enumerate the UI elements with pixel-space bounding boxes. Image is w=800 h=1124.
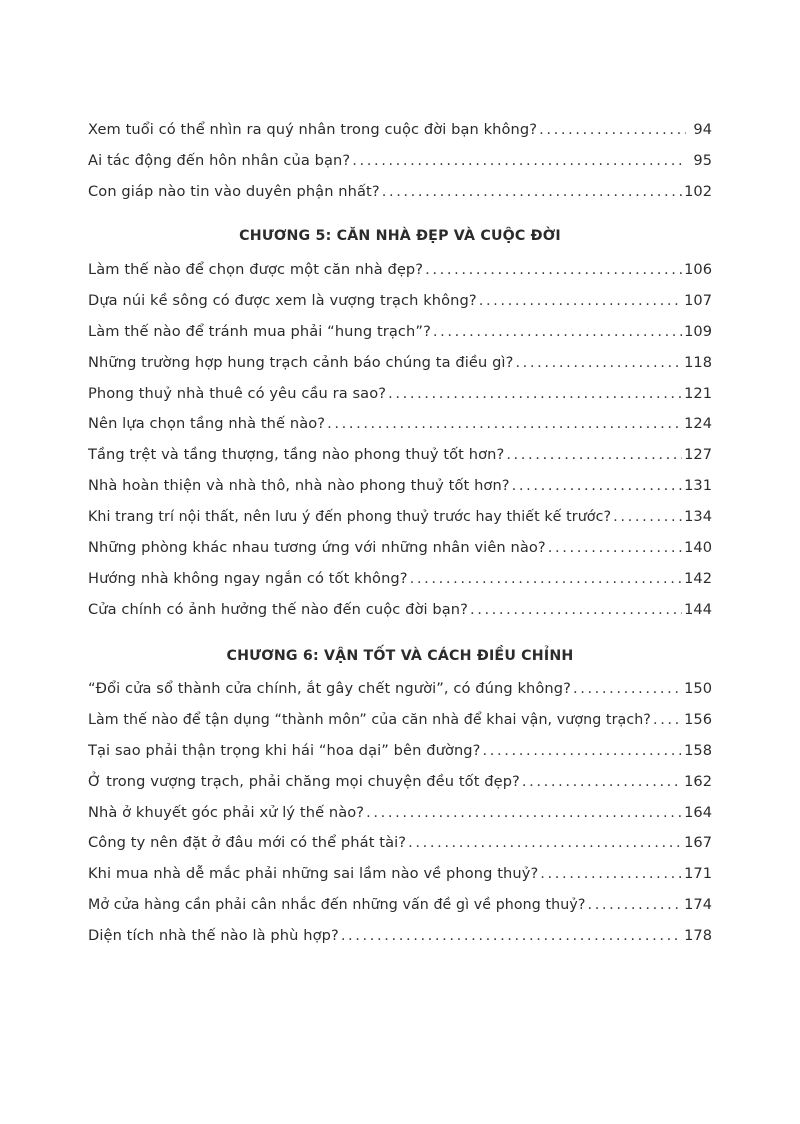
toc-entry-title: Khi trang trí nội thất, nên lưu ý đến phong thuỷ trước hay thiết kế trước? xyxy=(88,509,612,525)
toc-entry xyxy=(88,116,712,144)
toc-entry-page: 102 xyxy=(684,183,712,200)
toc-leader-dots xyxy=(506,441,682,469)
toc-entry-page: 158 xyxy=(684,742,712,759)
toc-leader-dots xyxy=(512,472,682,500)
toc-leader-dots xyxy=(540,860,682,888)
toc-leader-dots xyxy=(433,318,682,346)
toc-entry xyxy=(88,178,712,206)
toc-entry xyxy=(88,768,712,796)
toc-entry-title: Công ty nên đặt ở đâu mới có thể phát tài? xyxy=(88,834,407,851)
toc-entry xyxy=(88,860,712,888)
toc-entry-page: 134 xyxy=(684,508,712,525)
toc-entry-title: Xem tuổi có thể nhìn ra quý nhân trong cuộc đời bạn không? xyxy=(88,121,538,138)
toc-entry-title: Nhà ở khuyết góc phải xử lý thế nào? xyxy=(88,804,365,821)
toc-leader-dots xyxy=(425,256,682,284)
toc-entry-page: 164 xyxy=(684,804,712,821)
toc-entry-page: 109 xyxy=(684,323,712,340)
toc-entry-page: 107 xyxy=(684,292,712,309)
toc-leader-dots xyxy=(483,737,683,765)
toc-entry-page: 171 xyxy=(684,865,712,882)
toc-entry xyxy=(88,147,712,175)
toc-leader-dots xyxy=(382,178,682,206)
toc-entry-title: “Đổi cửa sổ thành cửa chính, ắt gây chết người”, có đúng không? xyxy=(88,680,571,697)
toc-entry xyxy=(88,922,712,950)
toc-entry xyxy=(88,410,712,438)
toc-entry-title: Tầng trệt và tầng thượng, tầng nào phong thuỷ tốt hơn? xyxy=(88,446,505,463)
toc-entry-title: Làm thế nào để chọn được một căn nhà đẹp? xyxy=(88,261,424,278)
toc-entry xyxy=(88,472,712,500)
toc-entry-title: Những phòng khác nhau tương ứng với những nhân viên nào? xyxy=(88,539,546,556)
toc-leader-dots xyxy=(573,675,682,703)
toc-entry-page: 162 xyxy=(684,773,712,790)
toc-entry-title: Làm thế nào để tận dụng “thành môn” của căn nhà để khai vận, vượng trạch? xyxy=(88,712,651,728)
toc-entry-title: Những trường hợp hung trạch cảnh báo chúng ta điều gì? xyxy=(88,354,514,371)
toc-leader-dots xyxy=(366,799,682,827)
toc-entry-page: 94 xyxy=(693,121,712,138)
toc-leader-dots xyxy=(479,287,682,315)
toc-entry xyxy=(88,829,712,857)
toc-entry-title: Mở cửa hàng cần phải cân nhắc đến những vấn đề gì về phong thuỷ? xyxy=(88,897,586,913)
toc-entry-page: 142 xyxy=(684,570,712,587)
toc-entry xyxy=(88,503,712,531)
toc-leader-dots xyxy=(408,829,682,857)
toc-entry-page: 127 xyxy=(684,446,712,463)
toc-entry xyxy=(88,706,712,734)
toc-leader-dots xyxy=(613,503,682,531)
toc-entry-page: 124 xyxy=(684,415,712,432)
toc-entry-page: 106 xyxy=(684,261,712,278)
toc-leader-dots xyxy=(410,565,683,593)
toc-entry-page: 121 xyxy=(684,385,712,402)
toc-leader-dots xyxy=(539,116,686,144)
toc-entry xyxy=(88,799,712,827)
toc-leader-dots xyxy=(548,534,682,562)
toc-leader-dots xyxy=(327,410,682,438)
toc-leader-dots xyxy=(515,349,682,377)
toc-leader-dots xyxy=(388,380,682,408)
toc-entry-page: 140 xyxy=(684,539,712,556)
toc-leader-dots xyxy=(653,706,682,734)
toc-entry-title: Nhà hoàn thiện và nhà thô, nhà nào phong thuỷ tốt hơn? xyxy=(88,477,510,494)
chapter-6-heading: CHƯƠNG 6: VẬN TỐT VÀ CÁCH ĐIỀU CHỈNH xyxy=(226,648,574,664)
toc-entry-title: Ở trong vượng trạch, phải chăng mọi chuyện đều tốt đẹp? xyxy=(88,773,520,790)
toc-entry xyxy=(88,318,712,346)
toc-entry xyxy=(88,380,712,408)
chapter-5-heading: CHƯƠNG 5: CĂN NHÀ ĐẸP VÀ CUỘC ĐỜI xyxy=(239,228,561,244)
toc-entry-title: Hướng nhà không ngay ngắn có tốt không? xyxy=(88,570,408,587)
toc-entry xyxy=(88,596,712,624)
toc-entry-page: 95 xyxy=(693,152,712,169)
toc-entry-page: 144 xyxy=(684,601,712,618)
toc-entry xyxy=(88,565,712,593)
toc-entry-title: Con giáp nào tin vào duyên phận nhất? xyxy=(88,183,380,200)
toc-entry xyxy=(88,737,712,765)
toc-entry-page: 178 xyxy=(684,927,712,944)
toc-entry xyxy=(88,891,712,919)
toc-entry xyxy=(88,534,712,562)
toc-entry-title: Diện tích nhà thế nào là phù hợp? xyxy=(88,927,339,944)
toc-entry-title: Khi mua nhà dễ mắc phải những sai lầm nào về phong thuỷ? xyxy=(88,865,539,882)
toc-entry-title: Ai tác động đến hôn nhân của bạn? xyxy=(88,152,351,169)
toc-entry-page: 174 xyxy=(684,896,712,913)
toc-entry-page: 167 xyxy=(684,834,712,851)
toc-entry-page: 150 xyxy=(684,680,712,697)
toc-leader-dots xyxy=(522,768,682,796)
toc-leader-dots xyxy=(352,147,686,175)
toc-entry xyxy=(88,675,712,703)
toc-entry xyxy=(88,349,712,377)
toc-entry-title: Nên lựa chọn tầng nhà thế nào? xyxy=(88,415,326,432)
toc-entry-title: Dựa núi kề sông có được xem là vượng trạch không? xyxy=(88,292,477,309)
toc-entry-page: 131 xyxy=(684,477,712,494)
toc-leader-dots xyxy=(587,891,682,919)
toc-leader-dots xyxy=(470,596,682,624)
toc-entry-page: 156 xyxy=(684,711,712,728)
toc-entry-page: 118 xyxy=(684,354,712,371)
toc-entry-title: Tại sao phải thận trọng khi hái “hoa dại” bên đường? xyxy=(88,742,481,759)
toc-entry-title: Làm thế nào để tránh mua phải “hung trạch”? xyxy=(88,323,431,340)
toc-entry-title: Phong thuỷ nhà thuê có yêu cầu ra sao? xyxy=(88,385,387,402)
toc-entry-title: Cửa chính có ảnh hưởng thế nào đến cuộc đời bạn? xyxy=(88,601,468,618)
toc-leader-dots xyxy=(341,922,682,950)
toc-entry xyxy=(88,287,712,315)
toc-entry xyxy=(88,256,712,284)
toc-entry xyxy=(88,441,712,469)
